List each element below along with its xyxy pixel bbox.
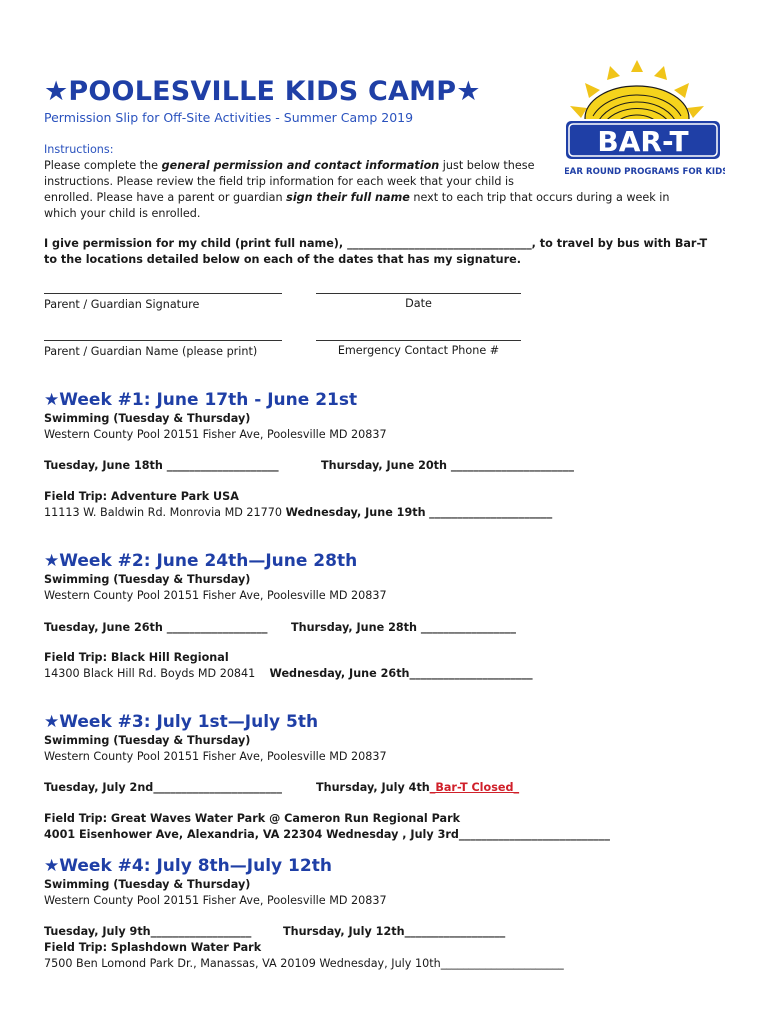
title-text: POOLESVILLE KIDS CAMP [68,76,457,107]
signature-field[interactable]: ______________________ [450,459,574,472]
star-icon: ★ [44,712,60,732]
star-icon: ★ [44,390,60,410]
week-3-tuesday: Tuesday, July 2nd_______________________ [44,781,282,794]
week-1-swim: Swimming (Tuesday & Thursday) Western County Pool 20151 Fisher Ave, Poolesville MD 20837 [44,412,387,441]
week-4-swim: Swimming (Tuesday & Thursday) Western County Pool 20151 Fisher Ave, Poolesville MD 20837 [44,878,387,907]
week-3-field-trip: Field Trip: Great Waves Water Park @ Cameron Run Regional Park 4001 Eisenhower Ave, Alexandria, VA 22304 Wednesday , July 3rd___________________________ [44,812,610,841]
week-3-swim: Swimming (Tuesday & Thursday) Western County Pool 20151 Fisher Ave, Poolesville MD 20837 [44,734,387,763]
week-4-section [44,856,332,876]
week-3-thursday: Thursday, July 4th_Bar-T Closed_ [316,781,520,794]
signature-field[interactable]: _______________________ [153,781,282,794]
instructions-line: instructions. Please review the field trip information for each week that your child is [44,175,514,188]
week-heading: ★Week #1: June 17th - June 21st [44,390,358,410]
week-2-tuesday: Tuesday, June 26th __________________ [44,621,268,634]
week-heading: ★Week #4: July 8th—July 12th [44,856,332,876]
star-icon: ★ [456,76,481,107]
week-2-field-trip: Field Trip: Black Hill Regional 14300 Black Hill Rd. Boyds MD 20841 Wednesday, June 26th______________________ [44,651,533,680]
signature-field[interactable]: ______________________ [429,506,553,519]
week-1-tuesday: Tuesday, June 18th ____________________ [44,459,279,472]
logo-tagline: YEAR ROUND PROGRAMS FOR KIDS [565,167,725,177]
week-4-thursday: Thursday, July 12th__________________ [283,925,506,938]
parent-name-label: Parent / Guardian Name (please print) [44,345,258,358]
child-name-field[interactable]: _________________________________ [347,237,532,250]
instructions-block [44,142,734,222]
signature-field[interactable]: ___________________________ [458,828,610,841]
week-4-field-trip: Field Trip: Splashdown Water Park 7500 Ben Lomond Park Dr., Manassas, VA 20109 Wednesday, July 10th______________________ [44,941,564,970]
signature-field[interactable]: __________________ [404,925,506,938]
week-heading: ★Week #2: June 24th—June 28th [44,551,358,571]
star-icon: ★ [44,856,60,876]
star-icon: ★ [44,551,60,571]
signature-field[interactable]: ______________________ [440,957,564,970]
date-label: Date [405,297,432,310]
week-2-swim: Swimming (Tuesday & Thursday) Western County Pool 20151 Fisher Ave, Poolesville MD 20837 [44,573,387,602]
closed-notice: _Bar-T Closed_ [429,781,520,794]
signature-field[interactable]: __________________ [150,925,252,938]
parent-name-field[interactable] [44,340,282,341]
week-4-tuesday: Tuesday, July 9th__________________ [44,925,252,938]
signature-field[interactable]: ______________________ [409,667,533,680]
parent-signature-label: Parent / Guardian Signature [44,298,200,311]
signature-field[interactable]: ____________________ [166,459,279,472]
permission-statement: I give permission for my child (print full name), _________________________________, to travel by bus with Bar-T to the locations detailed below on each of the dates that has my signature. [44,237,708,266]
instructions-line: enrolled. Please have a parent or guardian sign their full name next to each trip that occurs during a week in [44,191,670,204]
page-subtitle: Permission Slip for Off-Site Activities - Summer Camp 2019 [44,110,414,125]
week-2-section [44,551,357,571]
page-title [44,76,481,107]
emergency-phone-field[interactable] [316,340,521,341]
emergency-phone-label: Emergency Contact Phone # [337,344,500,357]
signature-field[interactable]: __________________ [166,621,268,634]
star-icon: ★ [44,76,69,107]
parent-signature-field[interactable] [44,293,282,294]
week-3-section [44,712,318,732]
week-1-section [44,390,357,410]
week-2-thursday: Thursday, June 28th _________________ [291,621,516,634]
week-heading: ★Week #3: July 1st—July 5th [44,712,319,732]
week-1-field-trip: Field Trip: Adventure Park USA 11113 W. Baldwin Rd. Monrovia MD 21770 Wednesday, June 19th ______________________ [44,490,553,519]
instructions-heading: Instructions: [44,143,114,156]
instructions-line: Please complete the general permission and contact information just below these [44,159,535,172]
week-1-thursday: Thursday, June 20th ______________________ [321,459,574,472]
logo-brand: BAR-T [597,125,689,158]
signature-field[interactable]: _________________ [420,621,516,634]
date-field[interactable] [316,293,521,294]
instructions-line: which your child is enrolled. [44,207,201,220]
